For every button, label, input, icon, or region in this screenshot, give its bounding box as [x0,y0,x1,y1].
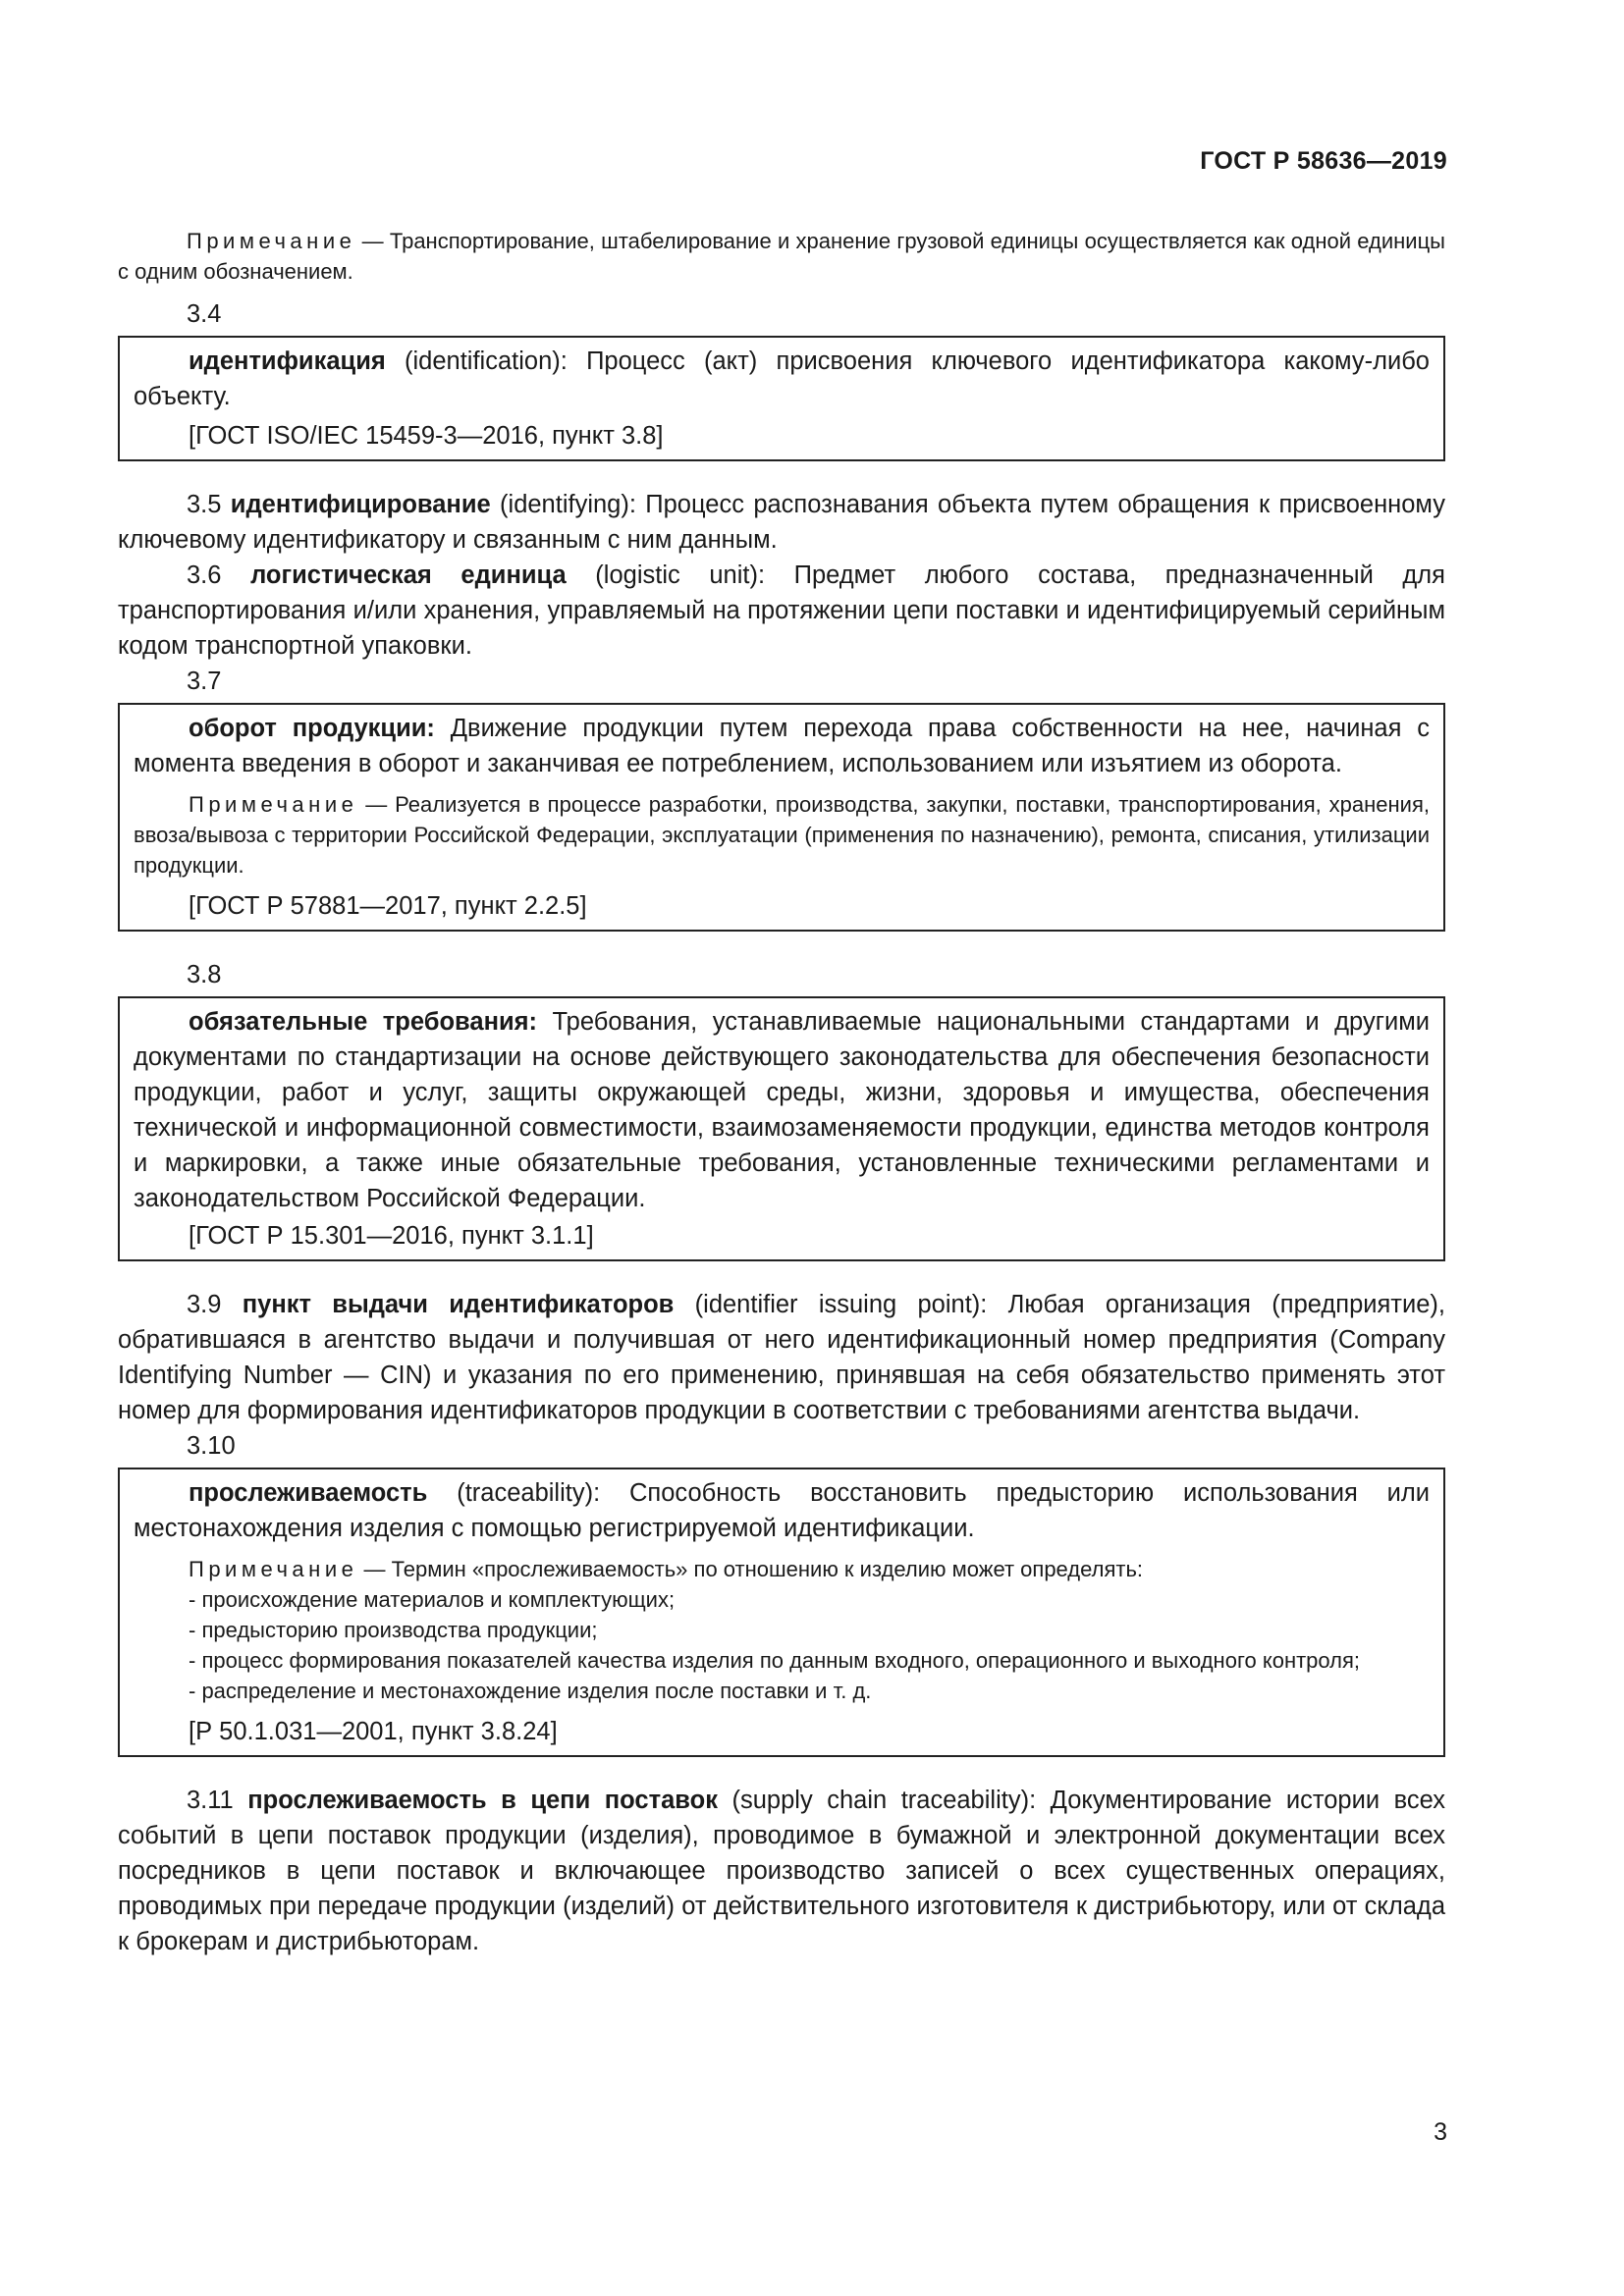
term-box-3-10 [118,1468,1445,1757]
source-3-7: [ГОСТ Р 57881—2017, пункт 2.2.5] [189,892,587,920]
section-number-3-8: 3.8 [187,961,222,988]
section-number-3-11: 3.11 [187,1787,248,1814]
note-label: Примечание [189,792,358,817]
document-id-header: ГОСТ Р 58636—2019 [1200,147,1447,175]
definition-text: Движение продукции путем перехода права собственности на нее, начиная с момента введения в оборот и заканчивая ее потреблением, использованием или изъятием из оборота. [134,715,1430,777]
term-box-3-8 [118,996,1445,1261]
term-identifying: идентифицирование [230,491,491,518]
term-traceability: прослеживаемость [189,1479,428,1507]
term-logistic-unit: логистическая единица [250,561,567,589]
definition-3-5 [118,487,1445,558]
section-number-3-5: 3.5 [187,491,231,518]
definition-3-10 [134,1475,1430,1546]
definition-text: (identifier issuing point): Любая организация (предприятие), обратившаяся в агентство выдачи и получившая от него идентификационный номер предприятия (Company Identifying Number — CIN) и указания по его применению, принявшая на себя обязательство применять этот номер для формирования идентификаторов продукции в соответствии с требованиями агентства выдачи. [118,1291,1445,1424]
definition-3-11 [118,1783,1445,1959]
term-identifier-issuing-point: пункт выдачи идентификаторов [242,1291,675,1318]
term-product-turnover: оборот продукции: [189,715,435,742]
term-identification: идентификация [189,347,386,375]
source-3-8: [ГОСТ Р 15.301—2016, пункт 3.1.1] [189,1222,594,1250]
term-box-3-7 [118,703,1445,932]
source-3-10: [Р 50.1.031—2001, пункт 3.8.24] [189,1718,558,1745]
list-item: - процесс формирования показателей качества изделия по данным входного, операционного и выходного контроля; [189,1648,1361,1673]
definition-3-9 [118,1287,1445,1428]
note-label: Примечание [187,229,356,253]
note-text: — Реализуется в процессе разработки, производства, закупки, поставки, транспортирования, хранения, ввоза/вывоза с территории Российской Федерации, эксплуатации (применения по назначению), ремонта, списания, утилизации продукции. [134,792,1430,878]
definition-3-4 [134,344,1430,414]
list-item: - происхождение материалов и комплектующих; [189,1587,676,1612]
section-number-3-6: 3.6 [187,561,251,589]
definition-text: (identifying): Процесс распознавания объекта путем обращения к присвоенному ключевому идентификатору и связанным с ним данным. [118,491,1445,554]
definition-text: (logistic unit): Предмет любого состава, предназначенный для транспортирования и/или хранения, управляемый на протяжении цепи поставки и идентифицируемый серийным кодом транспортной упаковки. [118,561,1445,660]
page-number: 3 [1434,2118,1447,2146]
note-3-7 [134,789,1430,881]
definition-3-7 [134,711,1430,781]
list-item: - предысторию производства продукции; [189,1618,598,1642]
term-supply-chain-traceability: прослеживаемость в цепи поставок [247,1787,718,1814]
section-number-3-9: 3.9 [187,1291,243,1318]
definition-3-8 [134,1004,1430,1216]
note-text: — Транспортирование, штабелирование и хранение грузовой единицы осуществляется как одной единицы с одним обозначением. [118,229,1445,284]
document-body [118,226,1445,1959]
note-text: — Термин «прослеживаемость» по отношению к изделию может определять: [357,1557,1144,1581]
definition-text: (supply chain traceability): Документирование истории всех событий в цепи поставок продукции (изделия), проводимое в бумажной и электронной документации всех посредников в цепи поставок и включающее производство записей о всех существенных операциях, проводимых при передаче продукции (изделий) от действительного изготовителя к дистрибьютору, или от склада к брокерам и дистрибьюторам. [118,1787,1446,1955]
term-mandatory-requirements: обязательные требования: [189,1008,538,1036]
intro-note [118,226,1445,287]
note-3-10 [134,1554,1430,1584]
section-number-3-10: 3.10 [187,1432,236,1460]
list-item: - распределение и местонахождение изделия после поставки и т. д. [189,1679,872,1703]
term-box-3-4 [118,336,1445,461]
definition-text: (traceability): Способность восстановить предысторию использования или местонахождения изделия с помощью регистрируемой идентификации. [134,1479,1430,1542]
section-number-3-7: 3.7 [187,667,222,695]
section-number-3-4: 3.4 [187,300,222,328]
definition-text: (identification): Процесс (акт) присвоения ключевого идентификатора какому-либо объекту. [134,347,1430,410]
definition-text: Требования, устанавливаемые национальными стандартами и другими документами по стандартизации на основе действующего законодательства для обеспечения безопасности продукции, работ и услуг, защиты окружающей среды, жизни, здоровья и имущества, обеспечения технической и информационной совместимости, взаимозаменяемости продукции, единства методов контроля и маркировки, а также иные обязательные требования, установленные техническими регламентами и законодательством Российской Федерации. [134,1008,1431,1212]
note-label: Примечание [189,1557,358,1581]
source-3-4: [ГОСТ ISO/IEC 15459-3—2016, пункт 3.8] [189,422,664,450]
definition-3-6 [118,558,1445,664]
